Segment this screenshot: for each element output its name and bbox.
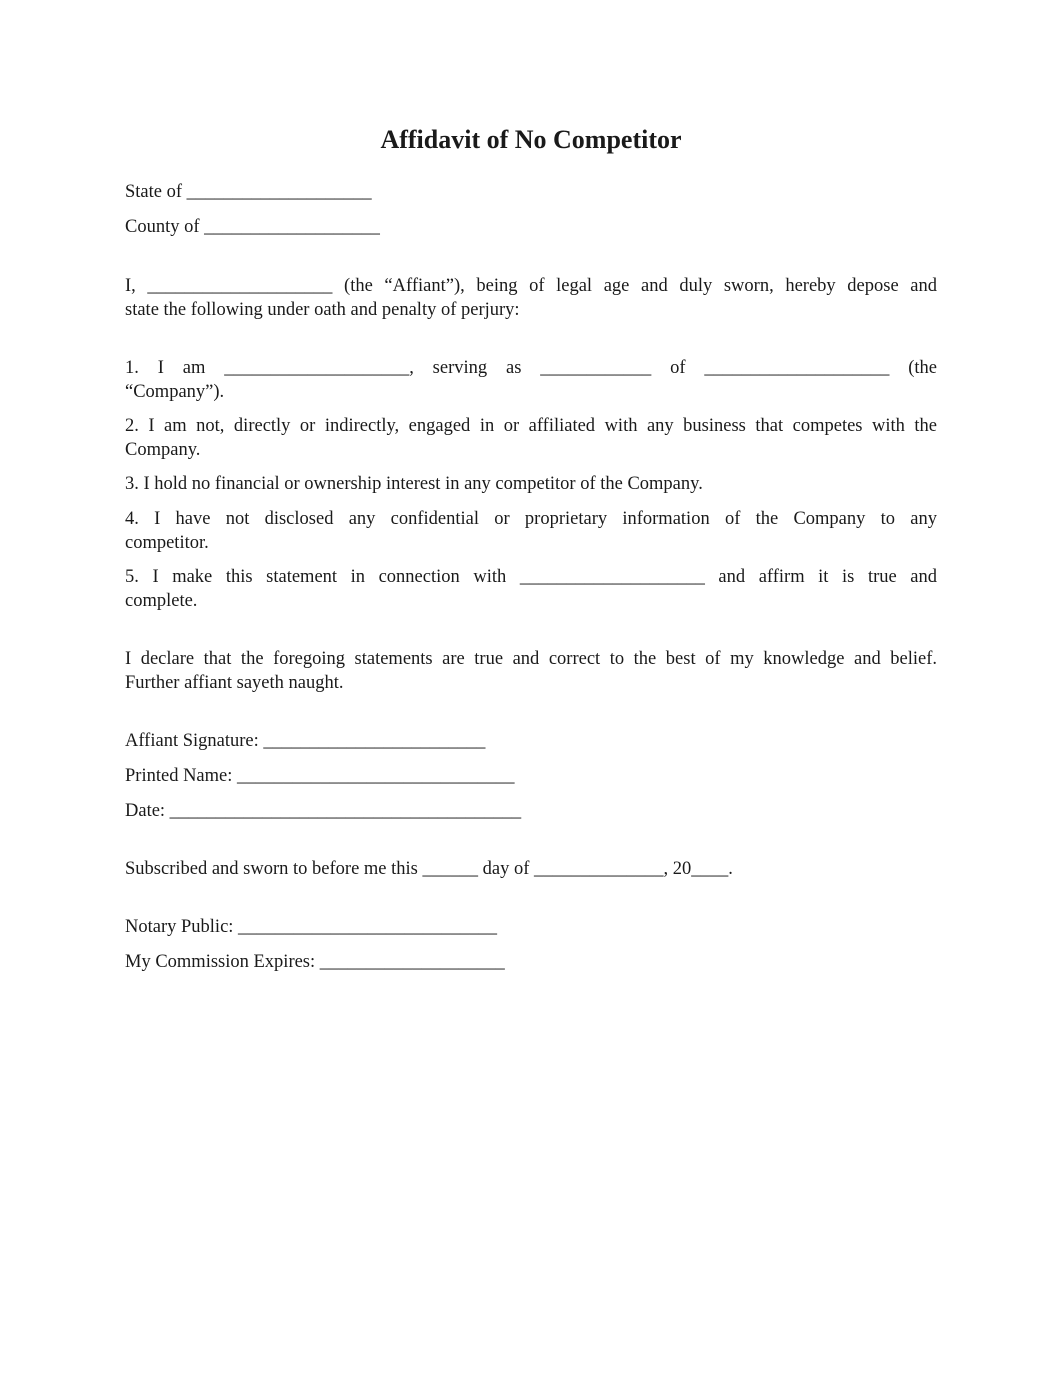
item-4-line-1: 4. I have not disclosed any confidential or proprietary information of the Company to any	[125, 509, 937, 529]
affiant-signature-field: Affiant Signature: ________________________	[125, 731, 486, 751]
intro-line-1: I, ____________________ (the “Affiant”), being of legal age and duly sworn, hereby depose and	[125, 276, 937, 296]
item-5-line-2: complete.	[125, 591, 198, 611]
intro-line-2: state the following under oath and penalty of perjury:	[125, 300, 520, 320]
county-field: County of ___________________	[125, 217, 380, 237]
item-3-line-1: 3. I hold no financial or ownership interest in any competitor of the Company.	[125, 474, 703, 494]
item-4-line-2: competitor.	[125, 533, 209, 553]
item-2-line-2: Company.	[125, 440, 201, 460]
commission-expires-field: My Commission Expires: ____________________	[125, 952, 505, 972]
item-1-line-1: 1. I am ____________________, serving as ____________ of ____________________ (the	[125, 358, 937, 378]
item-2-line-1: 2. I am not, directly or indirectly, engaged in or affiliated with any business that competes with the	[125, 416, 937, 436]
state-field: State of ____________________	[125, 182, 372, 202]
declaration-line-2: Further affiant sayeth naught.	[125, 673, 344, 693]
date-field: Date: ______________________________________	[125, 801, 522, 821]
item-5-line-1: 5. I make this statement in connection with ____________________ and affirm it is true and	[125, 567, 937, 587]
document-title: Affidavit of No Competitor	[380, 125, 682, 154]
notary-public-field: Notary Public: ____________________________	[125, 917, 498, 937]
item-1-line-2: “Company”).	[125, 382, 225, 402]
jurat-line: Subscribed and sworn to before me this ______ day of ______________, 20____.	[125, 859, 733, 879]
declaration-line-1: I declare that the foregoing statements are true and correct to the best of my knowledge and belief.	[125, 649, 937, 669]
printed-name-field: Printed Name: ______________________________	[125, 766, 515, 786]
